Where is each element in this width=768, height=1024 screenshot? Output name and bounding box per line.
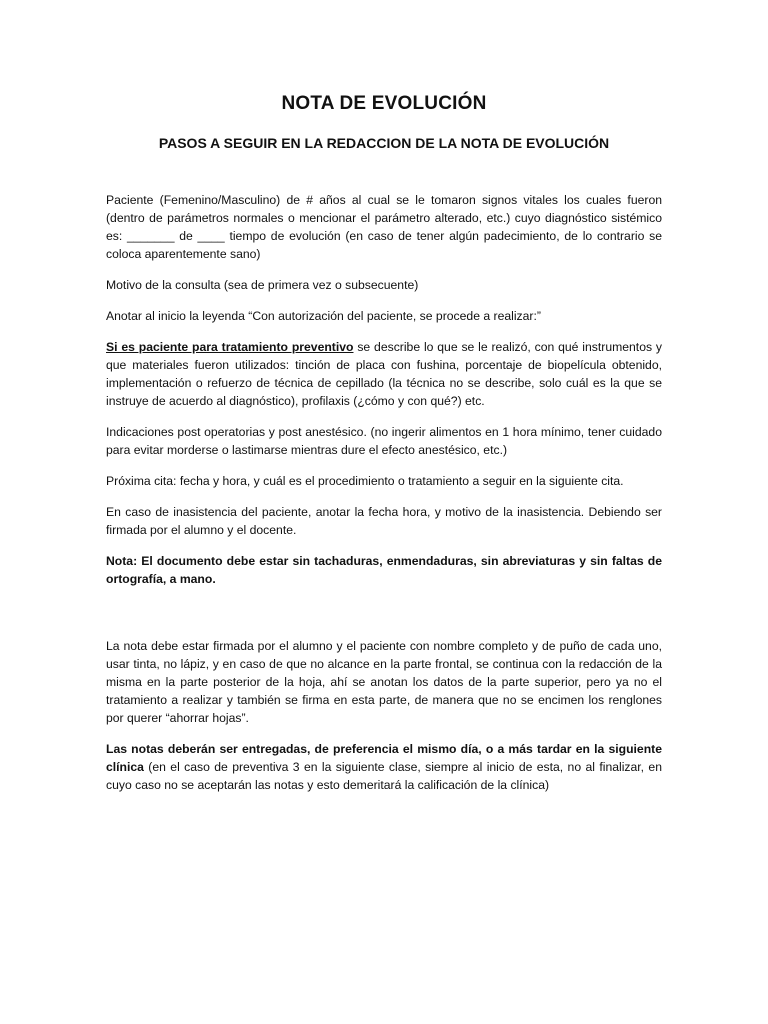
paragraph-absence: En caso de inasistencia del paciente, anotar la fecha hora, y motivo de la inasistencia. Debiendo ser firmada por el alumno y el docente. bbox=[106, 505, 662, 537]
document-subtitle: PASOS A SEGUIR EN LA REDACCION DE LA NOTA DE EVOLUCIÓN bbox=[158, 135, 610, 151]
delivery-rest: (en el caso de preventiva 3 en la siguiente clase, siempre al inicio de esta, no al finalizar, en cuyo caso no se aceptarán las notas y esto demeritará la calificación de la clínica) bbox=[106, 760, 662, 792]
preventive-rest: se describe lo que se le realizó, con qué instrumentos y que materiales fueron utilizados: tinción de placa con fushina, porcentaje de biopelícula obtenido, implementación o refuerzo de técnica de cepillado (la técnica no se describe, solo cuál es la que se instruye de acuerdo al diagnóstico), profilaxis (¿cómo y con qué?) etc. bbox=[106, 340, 662, 408]
paragraph-patient-info: Paciente (Femenino/Masculino) de # años al cual se le tomaron signos vitales los cuales fueron (dentro de parámetros normales o mencionar el parámetro alterado, etc.) cuyo diagnóstico sistémico es: _______ de ____ tiempo de evolución (en caso de tener algún padecimiento, de lo contrario se coloca aparentemente sano) bbox=[106, 193, 662, 261]
document-title: NOTA DE EVOLUCIÓN bbox=[281, 93, 487, 114]
paragraph-consult-reason: Motivo de la consulta (sea de primera vez o subsecuente) bbox=[106, 278, 419, 292]
paragraph-delivery bbox=[106, 740, 662, 794]
paragraph-legend: Anotar al inicio la leyenda “Con autorización del paciente, se procede a realizar:” bbox=[106, 309, 541, 323]
paragraph-next-appointment: Próxima cita: fecha y hora, y cuál es el procedimiento o tratamiento a seguir en la siguiente cita. bbox=[106, 474, 624, 488]
paragraph-note: Nota: El documento debe estar sin tachaduras, enmendaduras, sin abreviaturas y sin faltas de ortografía, a mano. bbox=[106, 554, 662, 586]
paragraph-preventive bbox=[106, 338, 662, 410]
paragraph-postop: Indicaciones post operatorias y post anestésico. (no ingerir alimentos en 1 hora mínimo, tener cuidado para evitar morderse o lastimarse mientras dure el efecto anestésico, etc.) bbox=[106, 425, 662, 457]
paragraph-signature: La nota debe estar firmada por el alumno y el paciente con nombre completo y de puño de cada uno, usar tinta, no lápiz, y en caso de que no alcance en la parte frontal, se continua con la redacción de la misma en la parte posterior de la hoja, ahí se anotan los datos de la parte superior, pero ya no el tratamiento a realizar y también se firma en esta parte, de manera que no se encimen los renglones por querer “ahorrar hojas”. bbox=[106, 639, 662, 725]
preventive-lead: Si es paciente para tratamiento preventivo bbox=[106, 340, 354, 354]
delivery-lead: Las notas deberán ser entregadas, de preferencia el mismo día, o a más tardar en la siguiente clínica bbox=[106, 742, 662, 774]
